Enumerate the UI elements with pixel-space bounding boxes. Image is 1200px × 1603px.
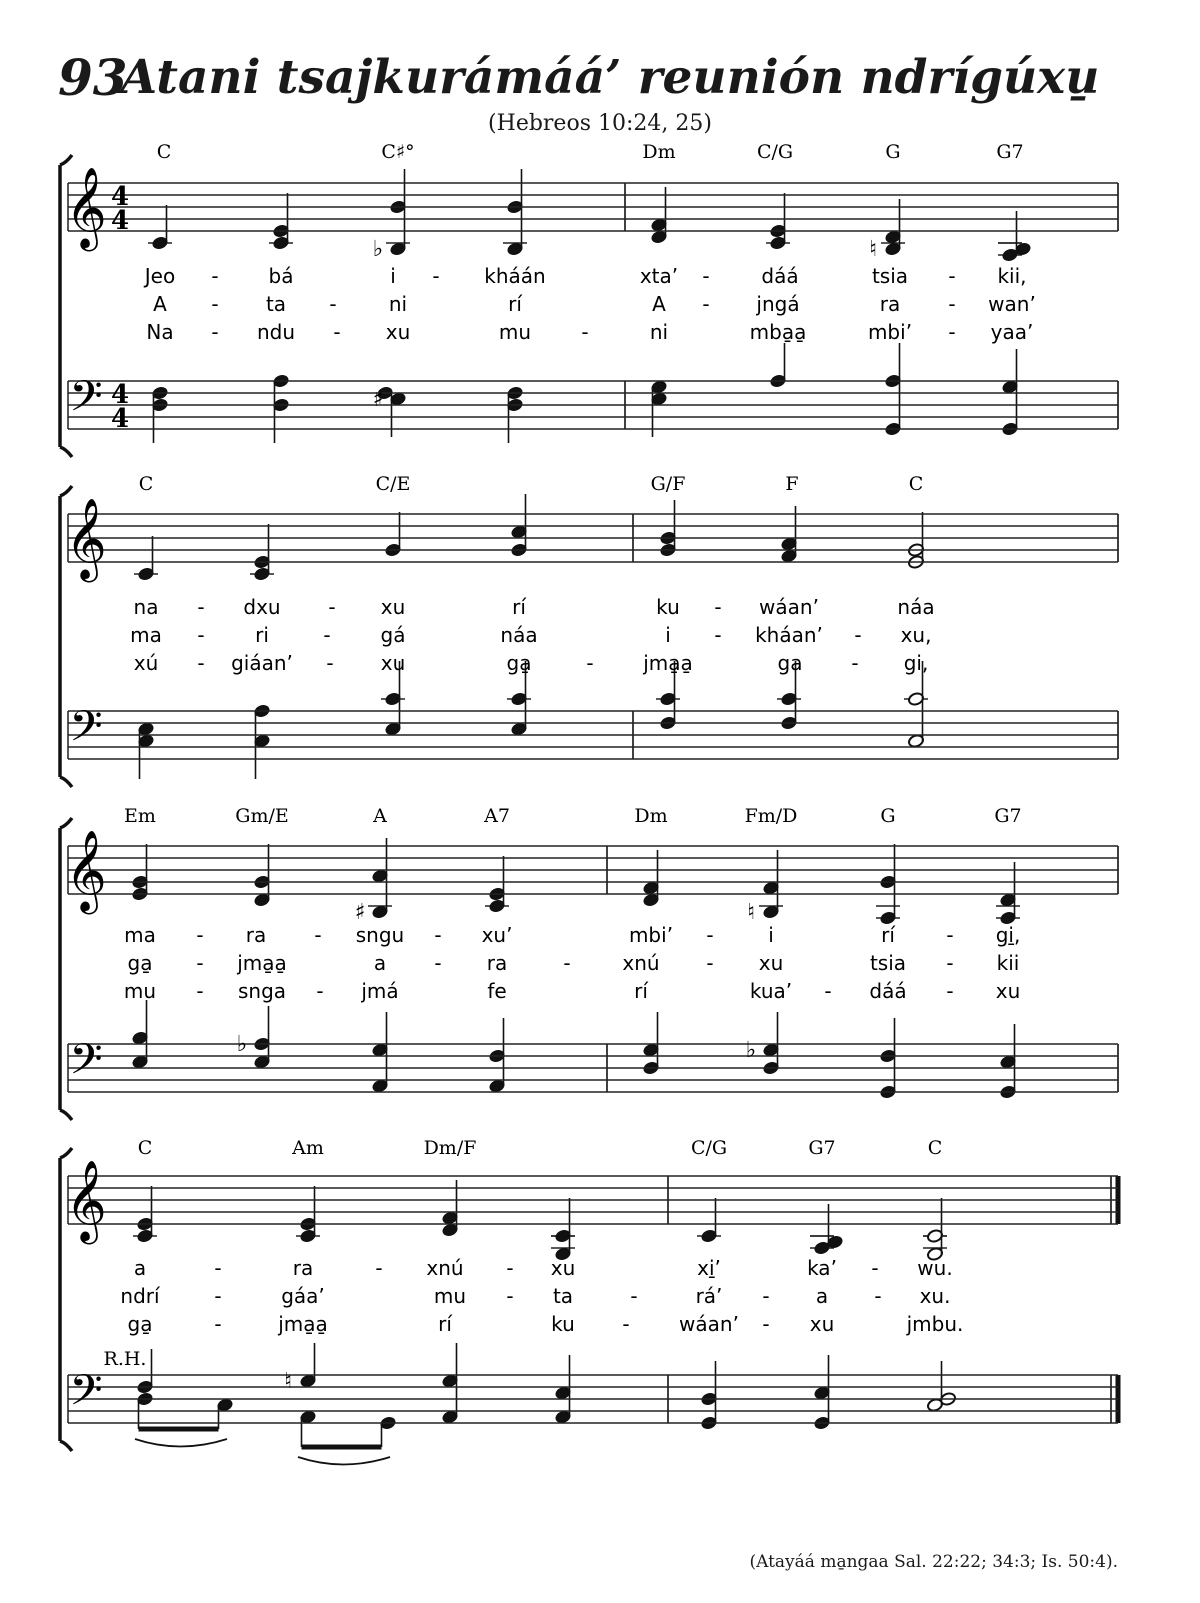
lyric-syllable: gi̱, (995, 923, 1021, 947)
lyric-syllable: ra (486, 951, 508, 975)
lyric-syllable: rí (508, 292, 522, 316)
lyric-hyphen: - (706, 923, 714, 947)
accidental: ♭ (372, 237, 384, 262)
chord-symbol: C/G (756, 141, 794, 163)
lyric-syllable: dáá (761, 264, 799, 288)
lyric-hyphen: - (314, 923, 322, 947)
lyric-syllable: mbi’ (867, 320, 913, 344)
lyric-syllable: ni (649, 320, 669, 344)
bass-clef: 𝄢 (69, 702, 103, 762)
lyric-syllable: ga̱ (127, 1312, 153, 1336)
lyric-syllable: xnú (622, 951, 660, 975)
treble-staff (68, 846, 1118, 894)
lyric-hyphen: - (196, 923, 204, 947)
lyric-syllable: sngu (355, 923, 405, 947)
time-signature-top: 4 (110, 380, 130, 410)
lyric-syllable: mba̱a̱ (749, 320, 807, 344)
treble-clef: 𝄞 (65, 166, 107, 248)
lyric-hyphen: - (702, 264, 710, 288)
lyric-syllable: kua’ (749, 979, 793, 1003)
slur (135, 1439, 227, 1447)
time-signature-top: 4 (110, 182, 130, 212)
lyric-syllable: náa (897, 595, 935, 619)
chord-symbol: Gm/E (235, 805, 289, 827)
accidental: ♯ (354, 900, 366, 925)
lyric-syllable: xu (380, 595, 406, 619)
lyric-syllable: kii (996, 951, 1020, 975)
lyric-hyphen: - (434, 923, 442, 947)
lyric-syllable: ka’ (807, 1256, 837, 1280)
lyric-hyphen: - (434, 951, 442, 975)
treble-staff (68, 1176, 1118, 1224)
lyric-syllable: giáan’ (231, 651, 293, 675)
lyric-syllable: xnú (426, 1256, 464, 1280)
lyric-hyphen: - (214, 1256, 222, 1280)
lyric-hyphen: - (328, 595, 336, 619)
lyric-hyphen: - (948, 264, 956, 288)
lyric-hyphen: - (946, 951, 954, 975)
chord-symbol: Em (124, 805, 156, 827)
chord-symbol: Dm (642, 141, 676, 163)
lyric-hyphen: - (714, 623, 722, 647)
bass-clef: 𝄢 (69, 1035, 103, 1095)
footer-reference: (Atayáá ma̱ngaa Sal. 22:22; 34:3; Is. 50:4). (749, 1552, 1118, 1572)
system-1 (60, 155, 1118, 457)
lyric-syllable: Jeo (144, 264, 176, 288)
chord-symbol: Am (292, 1137, 324, 1159)
chord-symbol: C (908, 473, 924, 495)
lyric-syllable: rí (881, 923, 895, 947)
system-3 (60, 818, 1118, 1120)
lyric-syllable: náa (500, 623, 538, 647)
lyric-hyphen: - (824, 979, 832, 1003)
lyric-hyphen: - (762, 1284, 770, 1308)
lyric-syllable: ku (551, 1312, 575, 1336)
chord-symbol: C (156, 141, 172, 163)
bass-staff (68, 711, 1118, 759)
lyric-hyphen: - (197, 595, 205, 619)
lyric-syllable: fe (487, 979, 507, 1003)
chord-symbol: G/F (650, 473, 686, 495)
lyric-hyphen: - (197, 651, 205, 675)
lyric-syllable: kii, (997, 264, 1027, 288)
lyric-syllable: mu (123, 979, 157, 1003)
lyric-hyphen: - (762, 1312, 770, 1336)
lyric-syllable: kháán (484, 264, 546, 288)
accidental: ♮ (284, 1369, 292, 1394)
lyric-hyphen: - (702, 292, 710, 316)
chord-symbol: G (885, 141, 901, 163)
lyric-syllable: xu (995, 979, 1021, 1003)
lyric-syllable: wu. (917, 1256, 953, 1280)
lyric-syllable: ri (255, 623, 269, 647)
bass-staff (68, 381, 1118, 429)
lyric-hyphen: - (874, 1284, 882, 1308)
lyric-syllable: kháan’ (755, 623, 823, 647)
lyric-syllable: ga̱ (506, 651, 532, 675)
lyric-syllable: Na (146, 320, 174, 344)
lyric-syllable: xi̱’ (697, 1256, 721, 1280)
lyric-hyphen: - (197, 623, 205, 647)
chord-symbol: C (927, 1137, 943, 1159)
lyric-hyphen: - (581, 320, 589, 344)
lyric-syllable: ma (130, 623, 162, 647)
lyric-syllable: xu. (919, 1284, 951, 1308)
lyric-hyphen: - (196, 979, 204, 1003)
lyric-hyphen: - (506, 1256, 514, 1280)
lyric-hyphen: - (871, 1256, 879, 1280)
treble-clef: 𝄞 (65, 1159, 107, 1241)
lyric-syllable: A (652, 292, 666, 316)
lyric-hyphen: - (851, 651, 859, 675)
lyric-syllable: rí (634, 979, 648, 1003)
lyric-hyphen: - (586, 651, 594, 675)
lyric-syllable: rí (438, 1312, 452, 1336)
lyric-syllable: ku (656, 595, 680, 619)
lyric-hyphen: - (714, 595, 722, 619)
lyric-hyphen: - (196, 951, 204, 975)
treble-clef: 𝄞 (65, 829, 107, 911)
lyric-syllable: bá (268, 264, 294, 288)
lyric-hyphen: - (214, 1312, 222, 1336)
lyric-syllable: jma̱a̱ (237, 951, 287, 975)
lyric-hyphen: - (375, 1256, 383, 1280)
lyric-syllable: jmá (361, 979, 399, 1003)
chord-symbol: C/E (375, 473, 411, 495)
lyric-hyphen: - (211, 264, 219, 288)
hymn-title: Atani tsajkurámáá’ reunión ndrígúxu̱ (120, 50, 1100, 105)
chord-symbol: C♯° (381, 141, 415, 163)
chord-symbol: C (137, 1137, 153, 1159)
chord-symbol: G7 (994, 805, 1022, 827)
lyric-syllable: jma̱a̱ (643, 651, 693, 675)
lyric-syllable: rá’ (695, 1284, 723, 1308)
lyric-syllable: dxu (243, 595, 281, 619)
lyric-syllable: na (133, 595, 159, 619)
lyric-hyphen: - (630, 1284, 638, 1308)
accidental: ♮ (869, 237, 877, 262)
lyric-syllable: ra (292, 1256, 314, 1280)
chord-symbol: F (785, 473, 799, 495)
lyric-syllable: gáa’ (281, 1284, 325, 1308)
lyric-hyphen: - (506, 1284, 514, 1308)
lyric-syllable: ga̱ (127, 951, 153, 975)
lyric-syllable: jma̱a̱ (278, 1312, 328, 1336)
lyric-syllable: ndu (256, 320, 296, 344)
lyric-syllable: jmbu. (906, 1312, 964, 1336)
lyric-syllable: tsia (871, 264, 909, 288)
lyric-syllable: a (373, 951, 387, 975)
lyric-hyphen: - (706, 951, 714, 975)
lyric-syllable: A (153, 292, 167, 316)
lyric-syllable: xta’ (639, 264, 679, 288)
right-hand-marking: R.H. (103, 1348, 147, 1370)
lyric-syllable: i (665, 623, 671, 647)
lyric-hyphen: - (622, 1312, 630, 1336)
chord-symbol: A (373, 805, 387, 827)
lyric-syllable: i (768, 923, 774, 947)
lyric-syllable: xú (133, 651, 159, 675)
lyric-hyphen: - (948, 292, 956, 316)
lyric-syllable: ra (245, 923, 267, 947)
lyric-syllable: mu (498, 320, 532, 344)
chord-symbol: Dm/F (423, 1137, 477, 1159)
lyric-hyphen: - (214, 1284, 222, 1308)
lyric-hyphen: - (946, 979, 954, 1003)
lyric-hyphen: - (946, 923, 954, 947)
accidental: ♯ (372, 387, 384, 412)
time-signature-bottom: 4 (110, 206, 130, 236)
lyric-syllable: i (390, 264, 396, 288)
chord-symbol: C (138, 473, 154, 495)
chord-symbol: G7 (808, 1137, 836, 1159)
chord-symbol: G (880, 805, 896, 827)
lyric-syllable: xu (758, 951, 784, 975)
lyric-syllable: a (133, 1256, 147, 1280)
lyric-syllable: xu’ (481, 923, 513, 947)
lyric-hyphen: - (333, 320, 341, 344)
lyric-syllable: mu (433, 1284, 467, 1308)
lyric-syllable: xu, (900, 623, 932, 647)
lyric-syllable: snga (237, 979, 287, 1003)
chord-symbol: Dm (634, 805, 668, 827)
lyric-syllable: xu (550, 1256, 576, 1280)
lyric-syllable: jngá (756, 292, 800, 316)
accidental: ♭ (745, 1038, 757, 1063)
lyric-syllable: tsia (869, 951, 907, 975)
lyric-syllable: gi, (903, 651, 929, 675)
lyric-hyphen: - (948, 320, 956, 344)
slur (298, 1457, 390, 1465)
lyric-hyphen: - (211, 320, 219, 344)
scripture-reference: (Hebreos 10:24, 25) (488, 111, 712, 136)
lyric-syllable: wan’ (988, 292, 1036, 316)
bass-clef: 𝄢 (69, 1366, 103, 1426)
lyric-hyphen: - (329, 292, 337, 316)
lyric-hyphen: - (316, 979, 324, 1003)
accidental: ♮ (747, 900, 755, 925)
lyric-syllable: gá (380, 623, 406, 647)
lyric-hyphen: - (211, 292, 219, 316)
chord-symbol: G7 (996, 141, 1024, 163)
lyric-hyphen: - (854, 623, 862, 647)
lyric-syllable: ndrí (120, 1284, 160, 1308)
lyric-syllable: rí (512, 595, 526, 619)
accidental: ♭ (236, 1032, 248, 1057)
time-signature-bottom: 4 (110, 404, 130, 434)
lyric-hyphen: - (432, 264, 440, 288)
lyric-syllable: mbi’ (628, 923, 674, 947)
bass-clef: 𝄢 (69, 372, 103, 432)
lyric-hyphen: - (563, 951, 571, 975)
lyric-syllable: dáá (869, 979, 907, 1003)
system-2 (60, 486, 1118, 787)
chord-symbol: Fm/D (744, 805, 798, 827)
lyric-syllable: ta (552, 1284, 574, 1308)
treble-clef: 𝄞 (65, 497, 107, 579)
bass-staff (68, 1375, 1118, 1423)
treble-staff (68, 183, 1118, 231)
bass-staff (68, 1044, 1118, 1092)
lyric-syllable: xu (380, 651, 406, 675)
treble-staff (68, 514, 1118, 562)
chord-symbol: C/G (690, 1137, 728, 1159)
lyric-syllable: ga (777, 651, 803, 675)
lyric-syllable: ma (124, 923, 156, 947)
lyric-hyphen: - (323, 623, 331, 647)
lyric-syllable: ta (265, 292, 287, 316)
lyric-syllable: wáan’ (679, 1312, 739, 1336)
hymn-number: 93 (58, 48, 128, 107)
lyric-syllable: xu (809, 1312, 835, 1336)
chord-symbol: A7 (484, 805, 510, 827)
lyric-syllable: wáan’ (759, 595, 819, 619)
lyric-syllable: ni (388, 292, 408, 316)
lyric-syllable: a (815, 1284, 829, 1308)
lyric-hyphen: - (326, 651, 334, 675)
lyric-syllable: yaa’ (990, 320, 1034, 344)
lyric-syllable: xu (385, 320, 411, 344)
lyric-syllable: ra (879, 292, 901, 316)
